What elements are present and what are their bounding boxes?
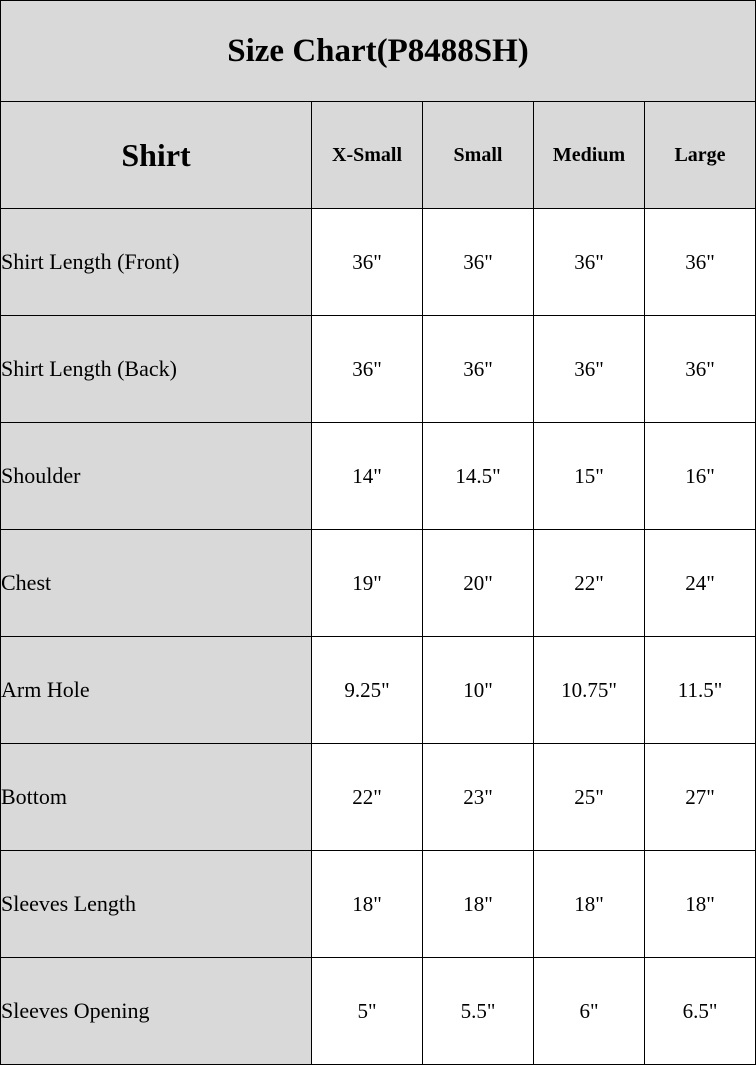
row-value: 36" <box>423 209 534 316</box>
row-value: 27" <box>645 744 756 851</box>
row-value: 36" <box>645 209 756 316</box>
row-value: 36" <box>312 209 423 316</box>
table-row <box>1 316 756 423</box>
row-value: 14.5" <box>423 423 534 530</box>
row-value: 36" <box>312 316 423 423</box>
row-value: 36" <box>534 316 645 423</box>
row-value: 36" <box>423 316 534 423</box>
row-value: 18" <box>423 851 534 958</box>
row-label: Sleeves Opening <box>1 958 312 1065</box>
size-header-medium: Medium <box>534 102 645 209</box>
category-header: Shirt <box>1 102 312 209</box>
size-header-large: Large <box>645 102 756 209</box>
row-value: 36" <box>645 316 756 423</box>
row-label: Arm Hole <box>1 637 312 744</box>
table-row <box>1 530 756 637</box>
row-value: 10.75" <box>534 637 645 744</box>
row-label: Shoulder <box>1 423 312 530</box>
row-label: Sleeves Length <box>1 851 312 958</box>
row-value: 5" <box>312 958 423 1065</box>
table-row <box>1 423 756 530</box>
chart-title: Size Chart(P8488SH) <box>1 1 756 102</box>
table-row <box>1 851 756 958</box>
row-value: 36" <box>534 209 645 316</box>
row-value: 5.5" <box>423 958 534 1065</box>
row-value: 23" <box>423 744 534 851</box>
row-value: 10" <box>423 637 534 744</box>
row-value: 19" <box>312 530 423 637</box>
size-header-xsmall: X-Small <box>312 102 423 209</box>
row-value: 20" <box>423 530 534 637</box>
table-row <box>1 744 756 851</box>
table-row <box>1 637 756 744</box>
row-value: 22" <box>312 744 423 851</box>
title-row <box>1 1 756 102</box>
header-row <box>1 102 756 209</box>
row-label: Chest <box>1 530 312 637</box>
row-value: 16" <box>645 423 756 530</box>
row-value: 9.25" <box>312 637 423 744</box>
table-row <box>1 209 756 316</box>
row-value: 15" <box>534 423 645 530</box>
row-label: Shirt Length (Front) <box>1 209 312 316</box>
size-header-small: Small <box>423 102 534 209</box>
row-value: 11.5" <box>645 637 756 744</box>
row-value: 24" <box>645 530 756 637</box>
row-value: 14" <box>312 423 423 530</box>
row-value: 18" <box>312 851 423 958</box>
row-value: 18" <box>645 851 756 958</box>
row-value: 6.5" <box>645 958 756 1065</box>
row-value: 25" <box>534 744 645 851</box>
row-value: 6" <box>534 958 645 1065</box>
table-row <box>1 958 756 1065</box>
row-value: 22" <box>534 530 645 637</box>
row-label: Shirt Length (Back) <box>1 316 312 423</box>
row-value: 18" <box>534 851 645 958</box>
row-label: Bottom <box>1 744 312 851</box>
